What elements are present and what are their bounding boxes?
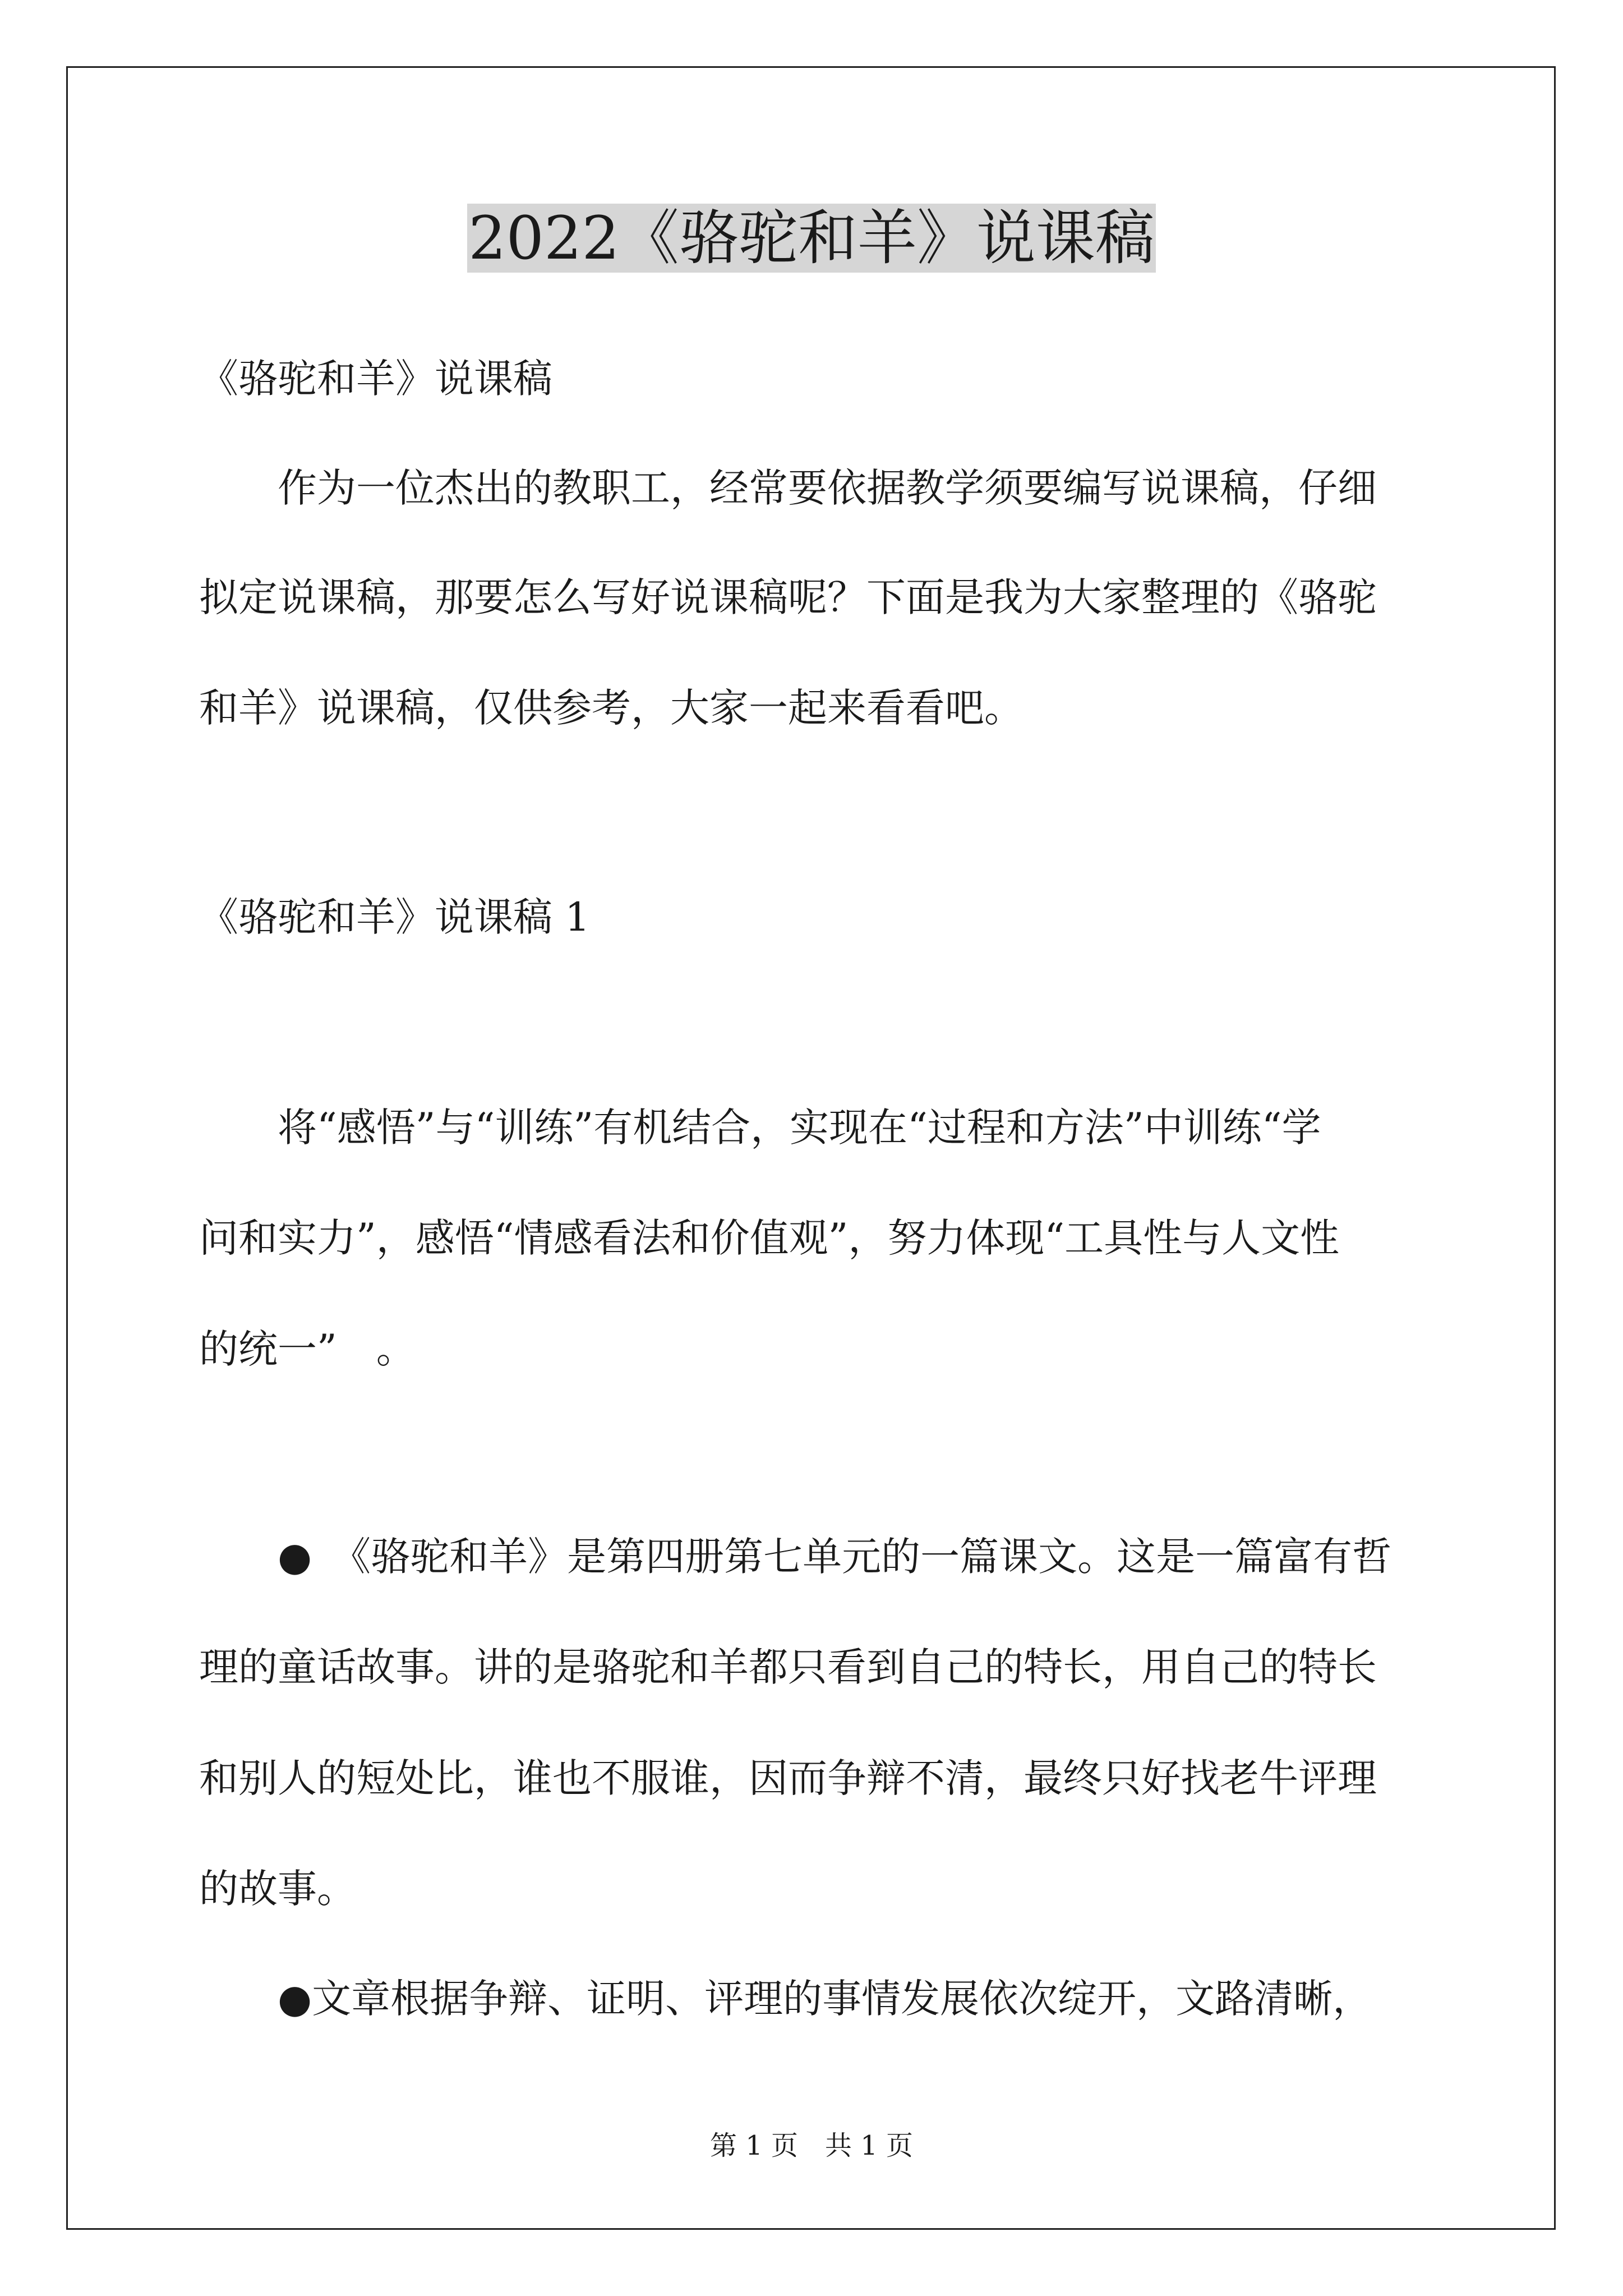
para2-line-4: 的故事。 <box>199 1866 356 1912</box>
intro-line-2: 拟定说课稿，那要怎么写好说课稿呢？下面是我为大家整理的《骆驼 <box>199 574 1377 620</box>
title-text: 2022《骆驼和羊》说课稿 <box>468 204 1155 273</box>
para1-line-2: 问和实力”，感悟“情感看法和价值观”，努力体现“工具性与人文性 <box>199 1215 1340 1261</box>
page-footer: 第 1 页 共 1 页 <box>709 2130 914 2161</box>
para1-line-3: 的统一” 。 <box>199 1326 416 1372</box>
section-heading: 《骆驼和羊》说课稿 1 <box>199 894 590 940</box>
intro-line-3: 和羊》说课稿，仅供参考，大家一起来看看吧。 <box>199 685 1023 731</box>
intro-line-1: 作为一位杰出的教职工，经常要依据教学须要编写说课稿，仔细 <box>199 465 1377 511</box>
para2-line-2: 理的童话故事。讲的是骆驼和羊都只看到自己的特长，用自己的特长 <box>199 1644 1377 1690</box>
para2-line-3: 和别人的短处比，谁也不服谁，因而争辩不清，最终只好找老牛评理 <box>199 1755 1377 1801</box>
document-title <box>0 202 1623 275</box>
para2-line-1: ● 《骆驼和羊》是第四册第七单元的一篇课文。这是一篇富有哲 <box>199 1534 1392 1580</box>
document-subtitle: 《骆驼和羊》说课稿 <box>199 356 552 402</box>
para3-line-1: ●文章根据争辩、证明、评理的事情发展依次绽开，文路清晰， <box>199 1976 1372 2022</box>
para1-line-1: 将“感悟”与“训练”有机结合，实现在“过程和方法”中训练“学 <box>199 1105 1321 1151</box>
